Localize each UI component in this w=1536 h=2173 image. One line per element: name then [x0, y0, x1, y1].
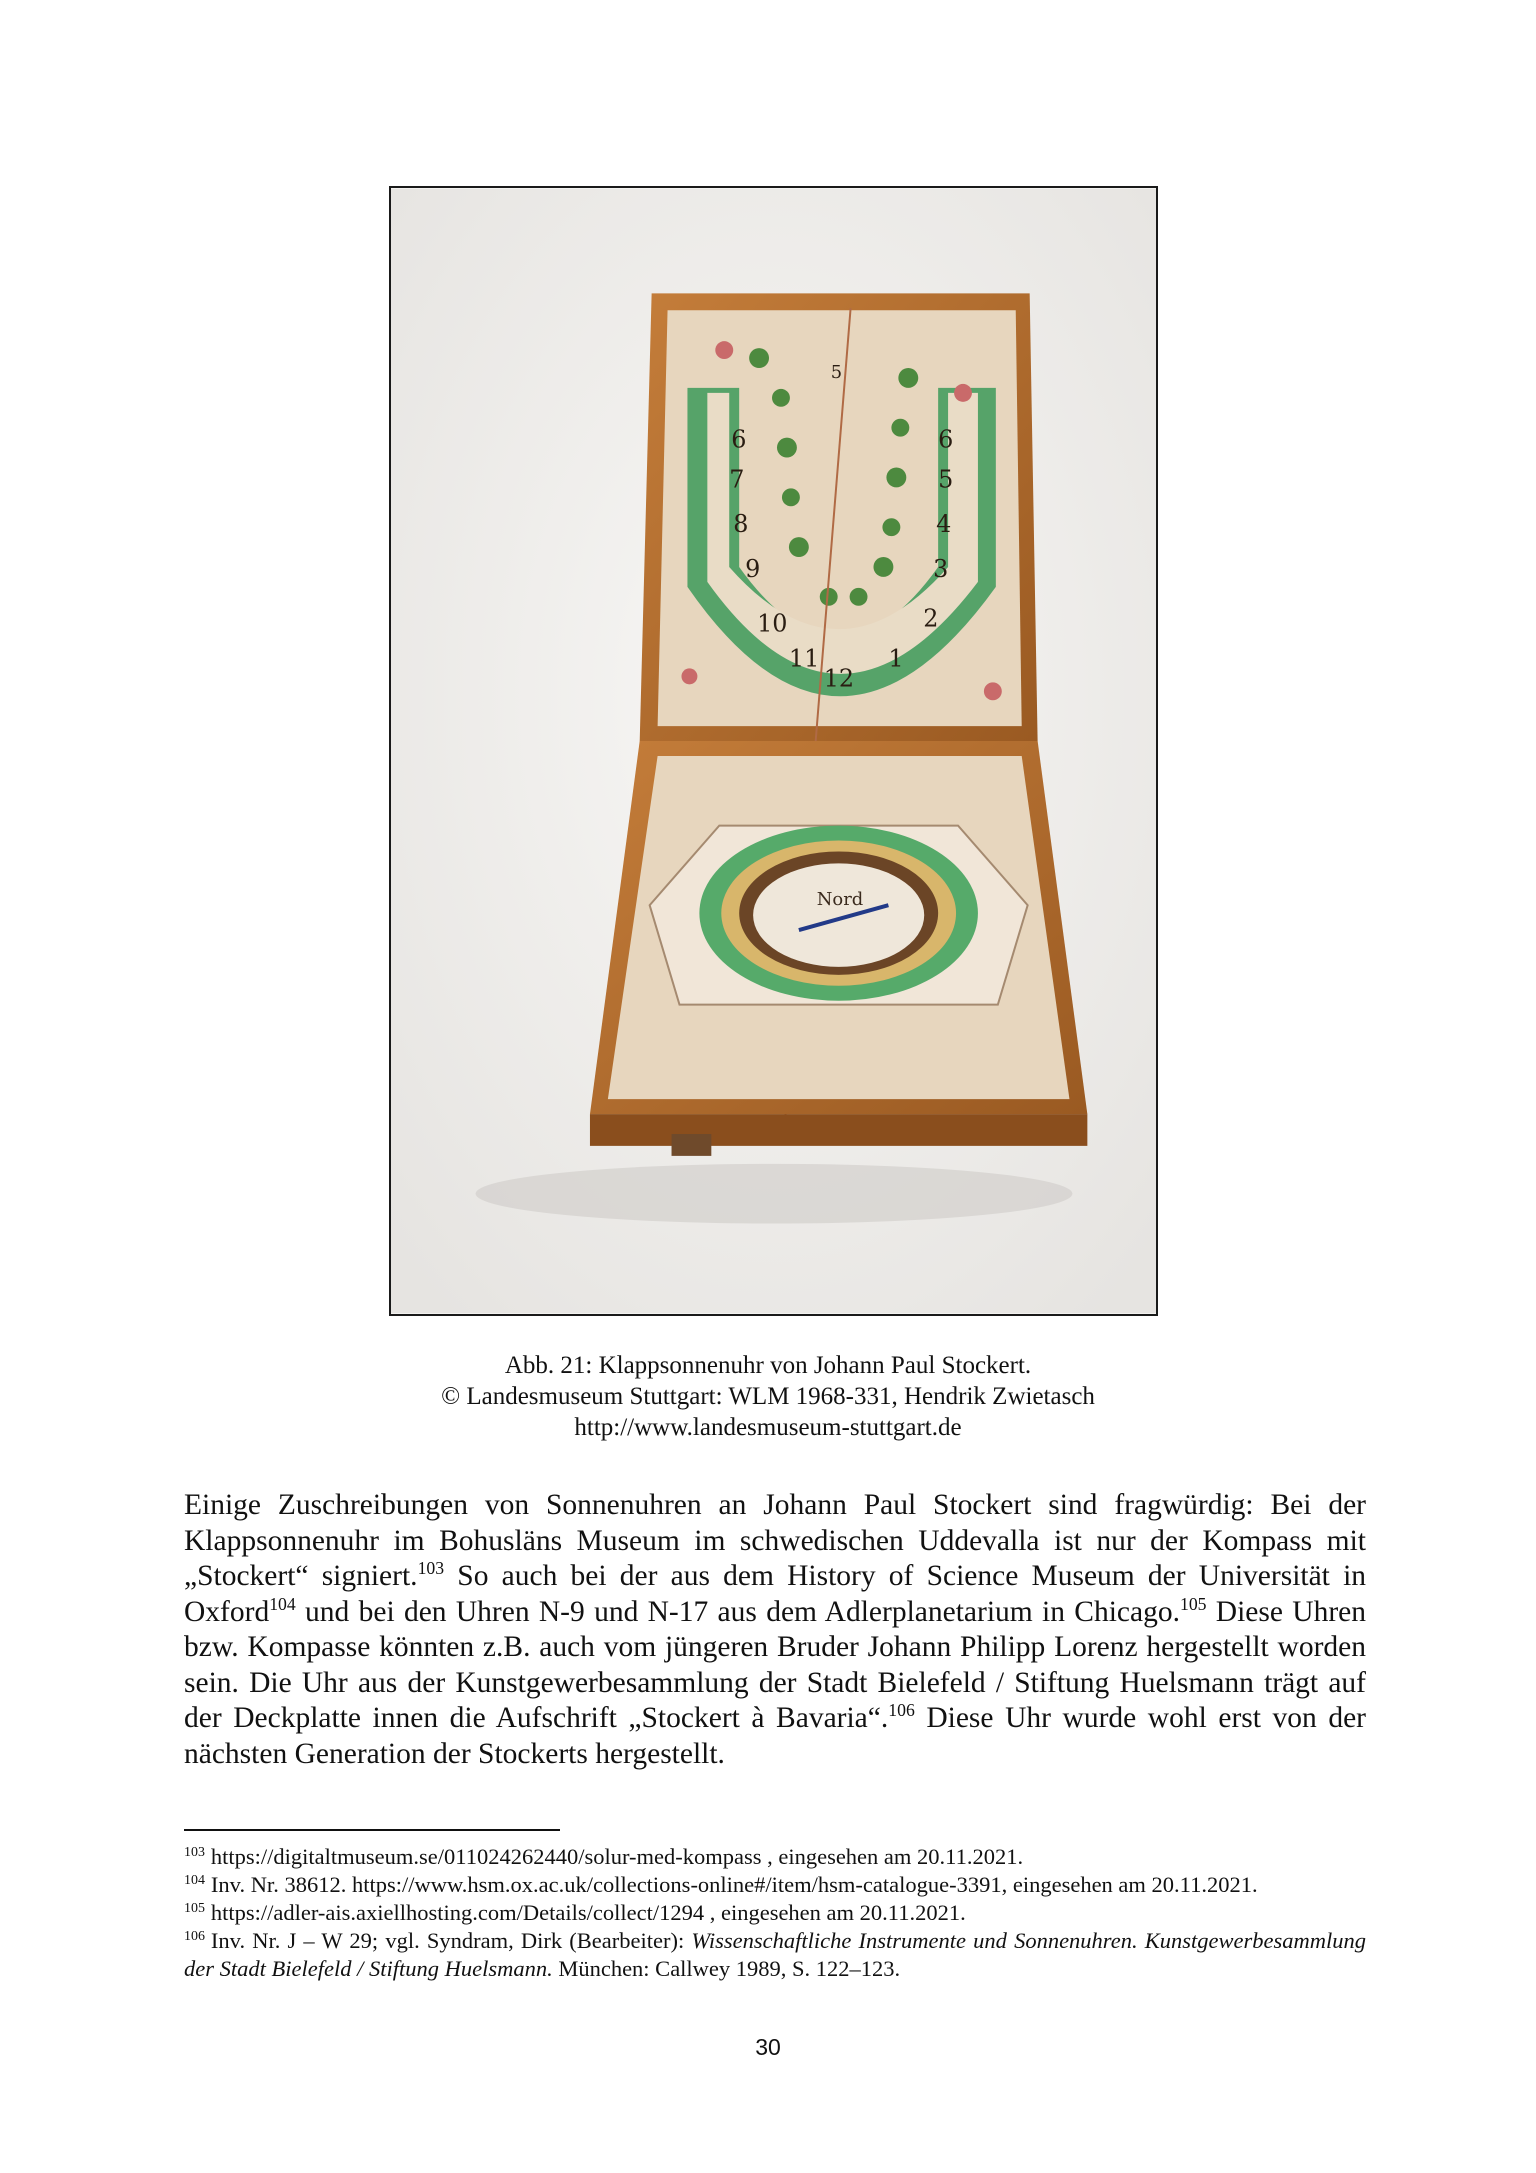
- figure-photo: [389, 186, 1158, 1316]
- caption-url[interactable]: http://www.landesmuseum-stuttgart.de: [574, 1414, 962, 1441]
- paragraph-text: Diese Uhren bzw. Kompasse könnten z.B. auch vom jüngeren Bruder Johann Philipp Lorenz hergestellt worden sein. Die Uhr aus der Kunstgewerbesammlung der Stadt Bielefeld / Stiftung Huelsmann trägt auf der Deckplatte innen die Aufschrift „Stockert à Bavaria“.: [184, 1595, 1367, 1734]
- paragraph-text: und bei den Uhren N-9 und N-17 aus dem Adlerplanetarium in Chicago.: [295, 1595, 1180, 1628]
- figure-caption: [300, 1350, 1236, 1443]
- sundial-illustration: [391, 188, 1156, 1314]
- dial-numeral: 12: [823, 664, 855, 693]
- paragraph-text: Diese Uhr wurde wohl erst von der nächsten Generation der Stockerts hergestellt.: [184, 1702, 1366, 1770]
- footnote-divider: [184, 1829, 560, 1831]
- body-paragraph: [184, 1488, 1366, 1772]
- paragraph-text: Einige Zuschreibungen von Sonnenuhren an Johann Paul Stockert sind fragwürdig: Bei der Klappsonnenuhr im Bohusläns Museum im schwedischen Uddevalla ist nur der Kompass mit „Stockert“ signiert.: [184, 1489, 1366, 1592]
- caption-credit: © Landesmuseum Stuttgart: WLM 1968-331, Hendrik Zwietasch: [441, 1383, 1095, 1410]
- footnotes: [184, 1843, 1366, 1983]
- footnote-number: 105: [184, 1900, 205, 1916]
- footnote-105: [184, 1899, 1366, 1927]
- footnote-number: 104: [184, 1872, 205, 1888]
- footnote-ref[interactable]: 105: [1179, 1593, 1207, 1614]
- footnote-number: 106: [184, 1928, 205, 1944]
- dial-numeral: 2: [923, 604, 939, 633]
- paragraph-text: So auch bei der aus dem History of Science Museum der Universität in Oxford: [184, 1560, 1367, 1628]
- clasp: [672, 1134, 712, 1156]
- footnote-text: Inv. Nr. J – W 29; vgl. Syndram, Dirk (Bearbeiter):: [210, 1928, 692, 1953]
- footnote-text[interactable]: https://adler-ais.axiellhosting.com/Details/collect/1294 , eingesehen am 20.11.2021.: [210, 1900, 966, 1925]
- dial-numeral: 5: [938, 465, 954, 494]
- footnote-number: 103: [184, 1844, 205, 1860]
- dial-numeral: 10: [757, 609, 788, 638]
- footnote-text[interactable]: https://digitaltmuseum.se/011024262440/solur-med-kompass , eingesehen am 20.11.2021.: [210, 1844, 1024, 1869]
- dial-numeral: 6: [731, 425, 747, 454]
- dial-numeral: 5: [830, 361, 843, 383]
- dial-numeral: 3: [933, 554, 949, 583]
- page-number: 30: [755, 2034, 781, 2060]
- dial-numeral: 8: [733, 510, 749, 539]
- footnote-103: [184, 1843, 1366, 1871]
- footnote-title: Wissenschaftliche Instrumente und Sonnenuhren. Kunstgewerbesammlung der Stadt Bielefeld / Stiftung Huelsmann.: [184, 1928, 1366, 1981]
- dial-numeral: 1: [888, 644, 904, 673]
- compass-label: Nord: [816, 889, 864, 911]
- dial-numeral: 9: [745, 554, 761, 583]
- footnote-text[interactable]: Inv. Nr. 38612. https://www.hsm.ox.ac.uk/collections-online#/item/hsm-catalogue-3391, eingesehen am 20.11.2021.: [210, 1872, 1258, 1897]
- dial-numeral: 4: [936, 510, 952, 539]
- dial-numeral: 7: [729, 465, 745, 494]
- dial-numeral: 6: [938, 425, 954, 454]
- footnote-ref[interactable]: 103: [417, 1558, 445, 1579]
- footnote-ref[interactable]: 104: [269, 1593, 296, 1614]
- dial-numeral: 11: [788, 644, 820, 673]
- caption-title: Abb. 21: Klappsonnenuhr von Johann Paul Stockert.: [504, 1352, 1032, 1379]
- footnote-ref[interactable]: 106: [888, 1700, 915, 1721]
- footnote-106: [184, 1927, 1366, 1983]
- footnote-text: München: Callwey 1989, S. 122–123.: [552, 1956, 901, 1981]
- footnote-104: [184, 1871, 1366, 1899]
